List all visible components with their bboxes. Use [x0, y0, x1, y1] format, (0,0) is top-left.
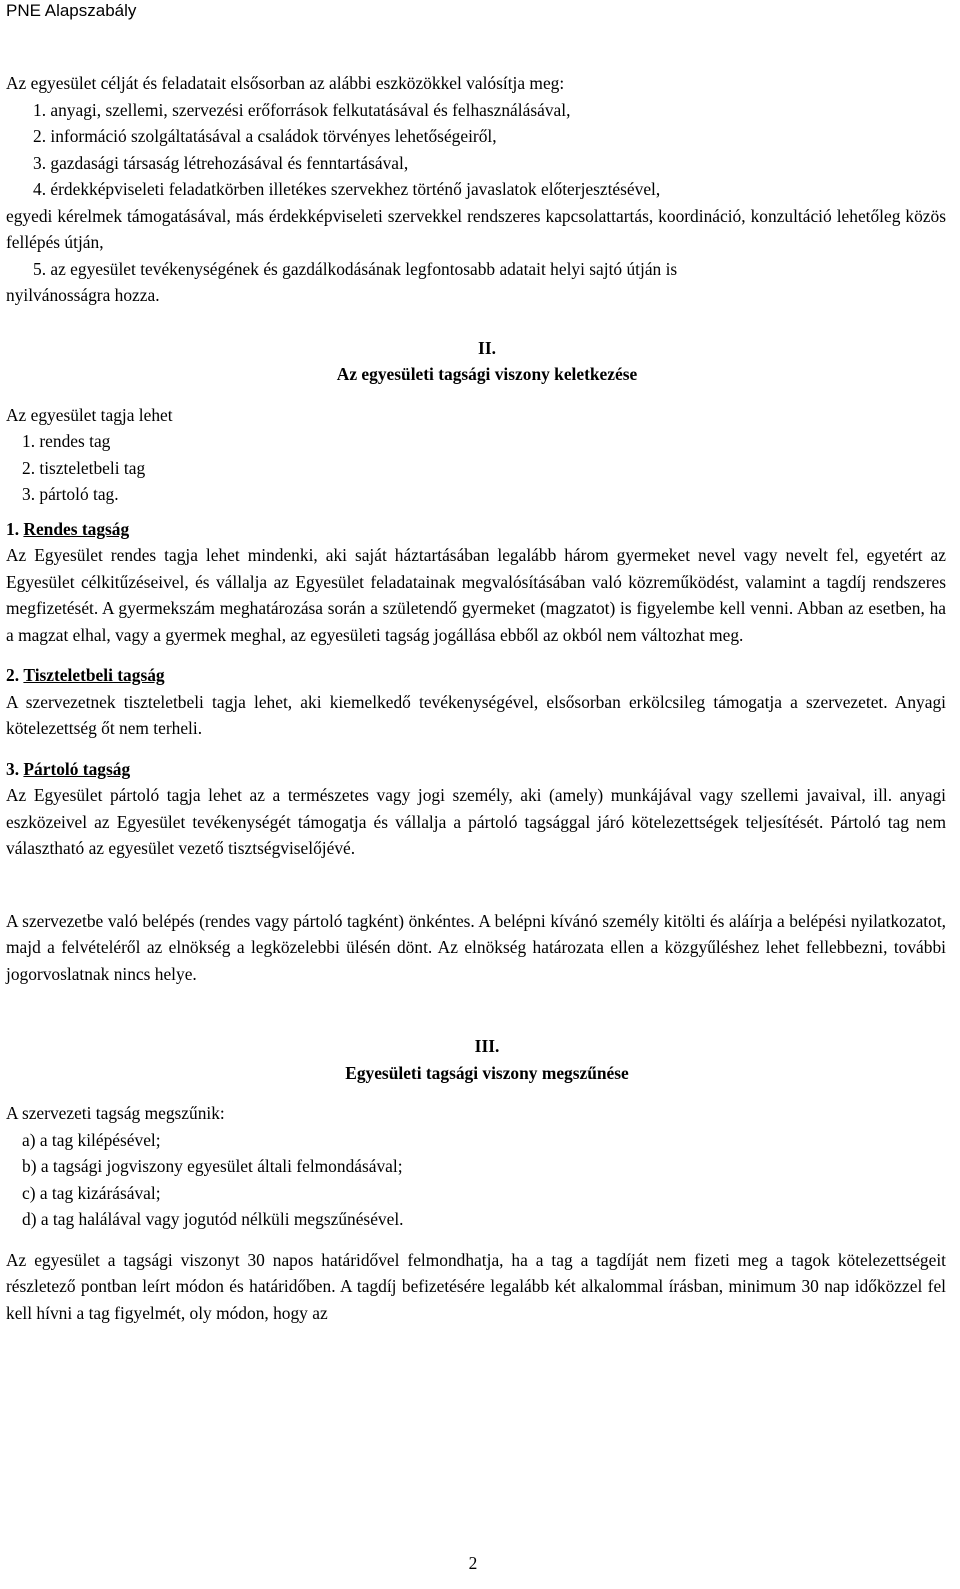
- section-2-roman: II.: [478, 337, 496, 358]
- member-type-2: 2. tiszteletbeli tag: [22, 457, 146, 478]
- intro-item-3: 3. gazdasági társaság létrehozásával és fenntartásával,: [33, 152, 409, 173]
- member-type-3: 3. pártoló tag.: [22, 484, 119, 504]
- rendes-tagsag-text: Az Egyesület rendes tagja lehet mindenki, aki saját háztartásában legalább három gyermeket nevel vagy nevelt fel, egyetért az Egyesület célkitűzéseivel, és vállalja az Egyesület feladatainak megvalósításában való közreműködést, valamint a tagdíj rendszeres megfizetését. A gyermekszám meghatározása során a születendő gyermeket (magzatot) is figyelembe kell venni. Abban az esetben, ha a magzat elhal, vagy a gyermek meghal, az egyesületi tagság jogállása ebből az okból nem változhat meg.: [6, 545, 946, 645]
- section-2-lead: Az egyesület tagja lehet: [6, 404, 173, 425]
- section-3-title: Egyesületi tagsági viszony megszűnése: [345, 1062, 629, 1083]
- tiszteletbeli-tagsag-number: 2.: [6, 665, 20, 685]
- rendes-tagsag-heading: [6, 516, 946, 543]
- section-3-lead: A szervezeti tagság megszűnik:: [6, 1103, 225, 1123]
- page-number: 2: [468, 1553, 478, 1573]
- tiszteletbeli-tagsag-title: Tiszteletbeli tagság: [23, 665, 165, 685]
- section-3-text: Az egyesület a tagsági viszonyt 30 napos határidővel felmondhatja, ha a tag a tagdíját nem fizeti meg a tagok kötelezettségeit részletező pontban leírt módon és határidőben. A tagdíj befizetésére legalább két alkalommal írásban, minimum 30 nap időközzel fel kell hívni a tag figyelmét, oly módon, hogy az: [6, 1249, 946, 1323]
- termination-item-c: c) a tag kizárásával;: [22, 1182, 161, 1203]
- page-header-title: PNE Alapszabály: [6, 1, 137, 20]
- intro-item-5: 5. az egyesület tevékenységének és gazdálkodásának legfontosabb adatait helyi sajtó útján is: [33, 258, 678, 279]
- tiszteletbeli-tagsag-heading: [6, 662, 946, 689]
- section-2-title: Az egyesületi tagsági viszony keletkezése: [336, 364, 638, 384]
- document-body: [6, 70, 946, 1326]
- tiszteletbeli-tagsag-text: A szervezetnek tiszteletbeli tagja lehet, aki kiemelkedő tevékenységével, elsősorban erkölcsileg támogatja a szervezetet. Anyagi kötelezettség őt nem terheli.: [6, 691, 946, 738]
- partolo-tagsag-heading: [6, 756, 946, 783]
- intro-item-5-continuation: nyilvánosságra hozza.: [6, 285, 160, 305]
- partolo-tagsag-title: Pártoló tagság: [23, 758, 131, 779]
- intro-item-1: 1. anyagi, szellemi, szervezési erőforrások felkutatásával és felhasználásával,: [33, 99, 571, 120]
- intro-item-4-continuation: egyedi kérelmek támogatásával, más érdekképviseleti szervekkel rendszeres kapcsolattartás, koordináció, konzultáció lehetőleg közös fellépés útján,: [6, 205, 946, 252]
- partolo-tagsag-text: Az Egyesület pártoló tagja lehet az a természetes vagy jogi személy, aki (amely) munkájával vagy szellemi javaival, ill. anyagi eszközeivel az Egyesület tevékenységét támogatja és vállalja a pártoló tagsággal járó kötelezettségek teljesítését. Pártoló tag nem választható az egyesület vezető tisztségviselőjévé.: [6, 785, 946, 858]
- partolo-tagsag-number: 3.: [6, 758, 20, 779]
- termination-item-a: a) a tag kilépésével;: [22, 1129, 161, 1150]
- intro-item-2: 2. információ szolgáltatásával a családok törvényes lehetőségeiről,: [33, 126, 497, 146]
- belepes-text: A szervezetbe való belépés (rendes vagy pártoló tagként) önkéntes. A belépni kívánó személy kitölti és aláírja a belépési nyilatkozatot, majd a felvételéről az elnökség a legközelebbi ülésén dönt. Az elnökség határozata ellen a közgyűléshez lehet fellebbezni, további jogorvoslatnak nincs helye.: [6, 910, 946, 984]
- section-3-roman: III.: [474, 1036, 500, 1056]
- rendes-tagsag-title: Rendes tagság: [23, 518, 130, 539]
- intro-item-4: 4. érdekképviseleti feladatkörben illetékes szervekhez történő javaslatok előterjesztésével,: [33, 179, 661, 199]
- intro-lead: Az egyesület célját és feladatait elsősorban az alábbi eszközökkel valósítja meg:: [6, 73, 565, 93]
- member-type-1: 1. rendes tag: [22, 431, 111, 451]
- termination-item-d: d) a tag halálával vagy jogutód nélküli megszűnésével.: [22, 1209, 404, 1229]
- termination-item-b: b) a tagsági jogviszony egyesület általi felmondásával;: [22, 1156, 403, 1176]
- rendes-tagsag-number: 1.: [6, 518, 20, 539]
